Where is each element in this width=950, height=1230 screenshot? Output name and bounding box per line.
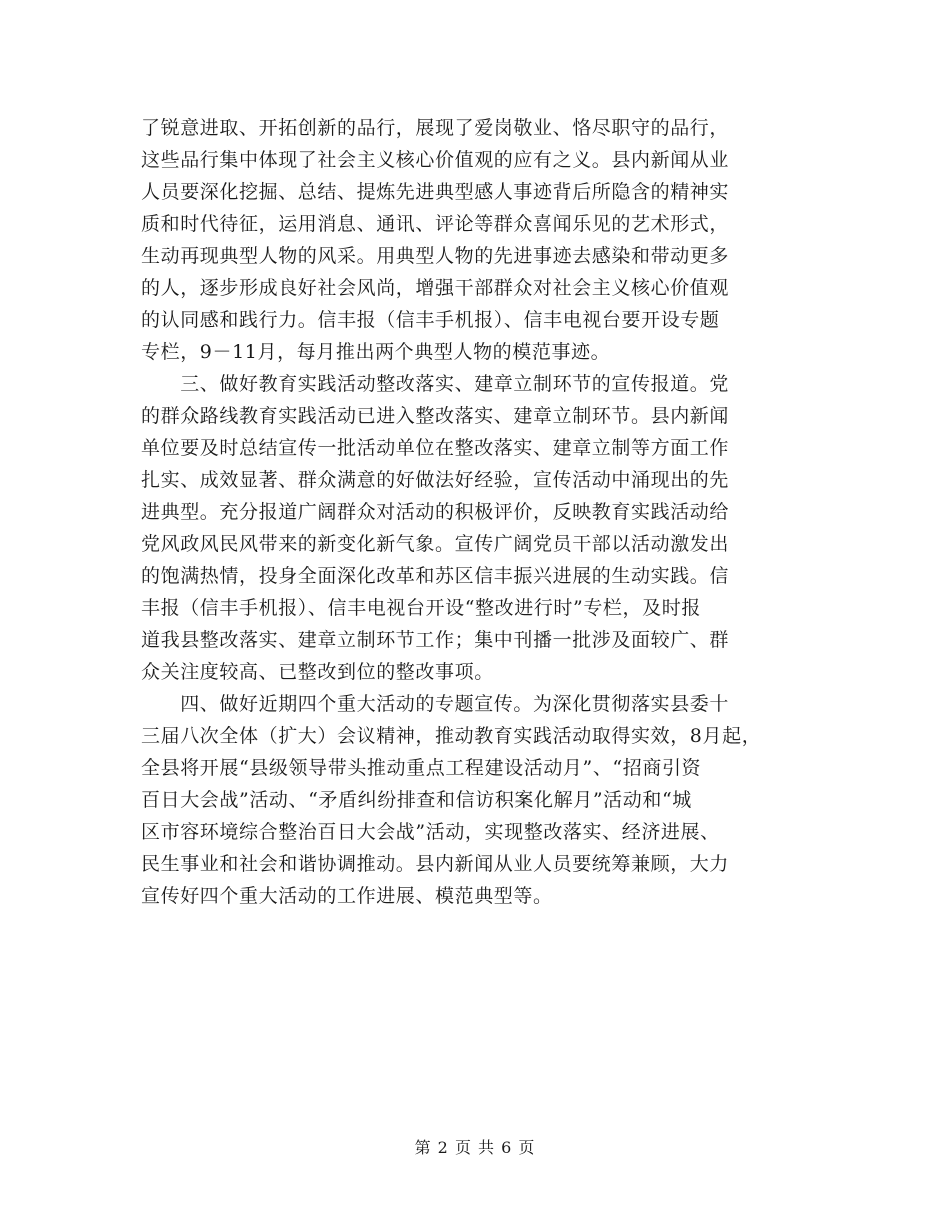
text-line: 的认同感和践行力。信丰报（信丰手机报）、信丰电视台要开设专题 [141, 309, 720, 331]
text-line: 党风政风民风带来的新变化新气象。宣传广阔党员干部以活动激发出 [141, 533, 730, 555]
section-heading-line: 三、做好教育实践活动整改落实、建章立制环节的宣传报道。党 [141, 373, 730, 395]
text-line: 宣传好四个重大活动的工作进展、模范典型等。 [141, 885, 553, 907]
text-line: 的饱满热情，投身全面深化改革和苏区信丰振兴进展的生动实践。信 [141, 565, 730, 587]
text-line: 的人，逐步形成良好社会风尚，增强干部群众对社会主义核心价值观 [141, 277, 730, 299]
text-line: 这些品行集中体现了社会主义核心价值观的应有之义。县内新闻从业 [141, 149, 730, 171]
text-line: 百日大会战”活动、“矛盾纠纷排查和信访积案化解月”活动和“城 [141, 789, 692, 811]
text-line: 道我县整改落实、建章立制环节工作；集中刊播一批涉及面较广、群 [141, 629, 730, 651]
text-line: 人员要深化挖掘、总结、提炼先进典型感人事迹背后所隐含的精神实 [141, 181, 730, 203]
text-line: 全县将开展“县级领导带头推动重点工程建设活动月”、“招商引资 [141, 757, 702, 779]
page-number-footer: 第 2 页 共 6 页 [414, 1138, 536, 1157]
text-line: 众关注度较高、已整改到位的整改事项。 [141, 661, 494, 683]
text-line: 专栏，9－11月，每月推出两个典型人物的模范事迹。 [141, 341, 611, 363]
text-line: 单位要及时总结宣传一批活动单位在整改落实、建章立制等方面工作 [141, 437, 730, 459]
text-line: 丰报（信丰手机报）、信丰电视台开设“整改进行时”专栏，及时报 [141, 597, 701, 619]
text-line: 进典型。充分报道广阔群众对活动的积极评价，反映教育实践活动给 [141, 501, 730, 523]
text-line: 三届八次全体（扩大）会议精神，推动教育实践活动取得实效，8月起， [141, 725, 762, 747]
text-line: 质和时代待征，运用消息、通讯、评论等群众喜闻乐见的艺术形式， [141, 213, 730, 235]
text-line: 生动再现典型人物的风采。用典型人物的先进事迹去感染和带动更多 [141, 245, 730, 267]
text-line: 了锐意进取、开拓创新的品行，展现了爱岗敬业、恪尽职守的品行， [141, 117, 730, 139]
section-heading-line: 四、做好近期四个重大活动的专题宣传。为深化贯彻落实县委十 [141, 693, 730, 715]
body-text [141, 112, 821, 912]
text-line: 扎实、成效显著、群众满意的好做法好经验，宣传活动中涌现出的先 [141, 469, 730, 491]
text-line: 区市容环境综合整治百日大会战”活动，实现整改落实、经济进展、 [141, 821, 720, 843]
text-line: 民生事业和社会和谐协调推动。县内新闻从业人员要统筹兼顾，大力 [141, 853, 730, 875]
text-line: 的群众路线教育实践活动已进入整改落实、建章立制环节。县内新闻 [141, 405, 730, 427]
